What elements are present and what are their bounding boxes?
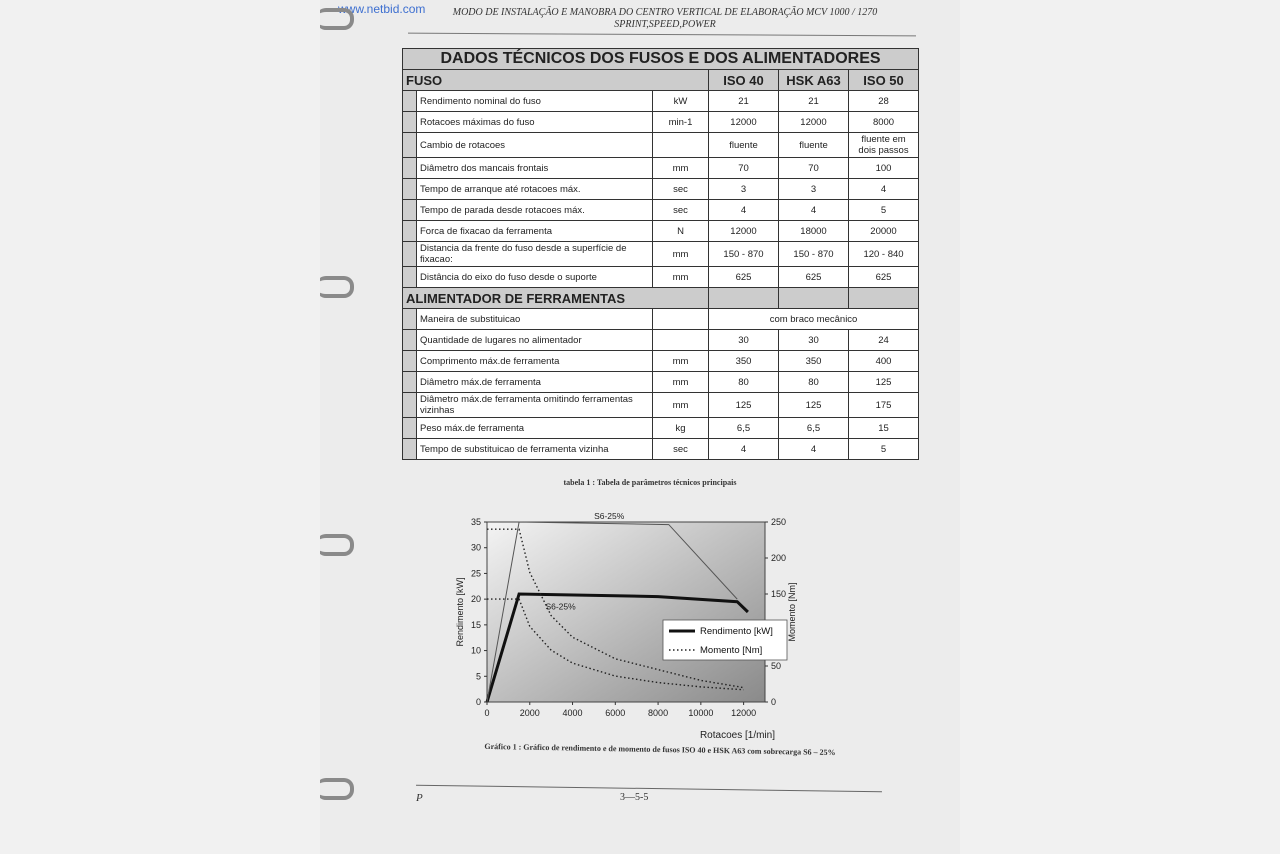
row-value: 24 xyxy=(849,330,919,351)
row-value: 3 xyxy=(709,179,779,200)
row-value: 400 xyxy=(849,351,919,372)
row-indent xyxy=(403,372,417,393)
y2-tick-label: 0 xyxy=(771,697,777,707)
chart-caption: Gráfico 1 : Gráfico de rendimento e de momento de fusos ISO 40 e HSK A63 com sobrecarga S6 – 25% xyxy=(484,741,836,758)
table-row xyxy=(403,372,919,393)
table-row xyxy=(403,221,919,242)
binder-ring xyxy=(320,534,354,556)
x-tick-label: 4000 xyxy=(562,708,583,718)
row-value: 20000 xyxy=(849,221,919,242)
row-value: 125 xyxy=(849,372,919,393)
row-label: Diâmetro dos mancais frontais xyxy=(417,158,653,179)
table-row xyxy=(403,91,919,112)
row-value: fluente xyxy=(709,133,779,158)
y-tick-label: 0 xyxy=(475,697,481,707)
row-value: 3 xyxy=(779,179,849,200)
table-row xyxy=(403,439,919,460)
y2-axis-label: Momento [Nm] xyxy=(787,582,797,642)
row-value: 120 - 840 xyxy=(849,242,919,267)
binder-ring xyxy=(320,778,354,800)
y-tick-label: 15 xyxy=(470,619,481,630)
plot-area xyxy=(487,522,765,702)
row-value: 28 xyxy=(849,91,919,112)
row-indent xyxy=(403,418,417,439)
row-value: 8000 xyxy=(849,112,919,133)
row-unit: kW xyxy=(653,91,709,112)
row-value: 4 xyxy=(779,200,849,221)
row-indent xyxy=(403,267,417,288)
y-tick-label: 25 xyxy=(470,568,481,579)
row-unit: kg xyxy=(653,418,709,439)
x-tick-label: 0 xyxy=(484,708,490,718)
row-unit: sec xyxy=(653,439,709,460)
row-value: 100 xyxy=(849,158,919,179)
document-page xyxy=(320,0,960,854)
row-label: Cambio de rotacoes xyxy=(417,133,653,158)
row-indent xyxy=(403,221,417,242)
spec-table xyxy=(402,48,919,460)
row-unit xyxy=(653,330,709,351)
y-tick-label: 20 xyxy=(470,594,481,605)
row-unit: N xyxy=(653,221,709,242)
header-line-2: SPRINT,SPEED,POWER xyxy=(614,19,716,30)
row-value: 70 xyxy=(709,158,779,179)
row-value: 80 xyxy=(709,372,779,393)
row-unit: sec xyxy=(653,200,709,221)
table-row xyxy=(403,351,919,372)
section-title-fuso: FUSO xyxy=(403,70,709,91)
row-value: 80 xyxy=(779,372,849,393)
row-indent xyxy=(403,158,417,179)
table-row xyxy=(403,112,919,133)
row-label: Maneira de substituicao xyxy=(417,309,653,330)
row-value: 5 xyxy=(849,439,919,460)
row-indent xyxy=(403,309,417,330)
row-label: Distancia da frente do fuso desde a superfície de fixacao: xyxy=(417,242,653,267)
x-tick-label: 2000 xyxy=(519,708,540,718)
y2-tick-label: 150 xyxy=(771,589,787,599)
row-label: Tempo de substituicao de ferramenta vizinha xyxy=(417,439,653,460)
row-value: 18000 xyxy=(779,221,849,242)
table-row xyxy=(403,158,919,179)
row-label: Quantidade de lugares no alimentador xyxy=(417,330,653,351)
row-indent xyxy=(403,351,417,372)
row-indent xyxy=(403,242,417,267)
row-unit: min-1 xyxy=(653,112,709,133)
row-value: 70 xyxy=(779,158,849,179)
table-row xyxy=(403,330,919,351)
x-axis-label: Rotacoes [1/min] xyxy=(699,730,775,741)
row-value: 625 xyxy=(779,267,849,288)
row-label: Distância do eixo do fuso desde o suporte xyxy=(417,267,653,288)
table-row xyxy=(403,133,919,158)
y2-tick-label: 250 xyxy=(771,517,787,527)
row-value: 150 - 870 xyxy=(709,242,779,267)
y-tick-label: 5 xyxy=(475,671,481,682)
row-unit xyxy=(653,133,709,158)
table-row xyxy=(403,242,919,267)
row-value: 150 - 870 xyxy=(779,242,849,267)
row-unit xyxy=(653,309,709,330)
y-tick-label: 35 xyxy=(470,517,481,527)
row-value: fluente xyxy=(779,133,849,158)
row-value: 4 xyxy=(709,200,779,221)
x-tick-label: 8000 xyxy=(648,708,669,718)
binder-ring xyxy=(320,276,354,298)
row-indent xyxy=(403,112,417,133)
table-title: DADOS TÉCNICOS DOS FUSOS E DOS ALIMENTADORES xyxy=(403,49,919,70)
x-tick-label: 12000 xyxy=(731,708,757,718)
table-row xyxy=(403,179,919,200)
row-value: 625 xyxy=(709,267,779,288)
row-label: Rendimento nominal do fuso xyxy=(417,91,653,112)
y2-tick-label: 200 xyxy=(771,553,787,563)
header-line-1: MODO DE INSTALAÇÃO E MANOBRA DO CENTRO VERTICAL DE ELABORAÇÃO MCV 1000 / 1270 xyxy=(452,7,878,18)
row-indent xyxy=(403,439,417,460)
row-value: 15 xyxy=(849,418,919,439)
row-value: 625 xyxy=(849,267,919,288)
row-indent xyxy=(403,393,417,418)
column-header: ISO 40 xyxy=(709,70,779,91)
row-value: 21 xyxy=(709,91,779,112)
row-value: 125 xyxy=(709,393,779,418)
annotation-label: S6-25% xyxy=(545,601,576,612)
row-label: Tempo de arranque até rotacoes máx. xyxy=(417,179,653,200)
row-value: 12000 xyxy=(709,221,779,242)
row-value: 5 xyxy=(849,200,919,221)
y2-tick-label: 50 xyxy=(771,661,782,671)
blank-cell xyxy=(849,288,919,309)
row-value: 4 xyxy=(849,179,919,200)
x-tick-label: 6000 xyxy=(605,708,626,718)
page-number: 3—5-5 xyxy=(620,792,649,803)
table-caption: tabela 1 : Tabela de parâmetros técnicos principais xyxy=(563,478,737,487)
row-value: 4 xyxy=(779,439,849,460)
row-indent xyxy=(403,91,417,112)
row-unit: mm xyxy=(653,351,709,372)
power-torque-chart xyxy=(445,500,835,760)
table-row xyxy=(403,393,919,418)
section-title-alimentador: ALIMENTADOR DE FERRAMENTAS xyxy=(403,288,709,309)
row-unit: sec xyxy=(653,179,709,200)
row-indent xyxy=(403,330,417,351)
row-value: 6,5 xyxy=(709,418,779,439)
column-header: HSK A63 xyxy=(779,70,849,91)
row-value: 350 xyxy=(779,351,849,372)
row-label: Comprimento máx.de ferramenta xyxy=(417,351,653,372)
row-label: Rotacoes máximas do fuso xyxy=(417,112,653,133)
spec-table-wrap xyxy=(402,48,918,460)
page-header xyxy=(430,7,900,31)
row-unit: mm xyxy=(653,158,709,179)
row-unit: mm xyxy=(653,372,709,393)
y-tick-label: 10 xyxy=(470,645,481,656)
column-header: ISO 50 xyxy=(849,70,919,91)
row-label: Forca de fixacao da ferramenta xyxy=(417,221,653,242)
binder-ring xyxy=(320,8,354,30)
table-row xyxy=(403,200,919,221)
blank-cell xyxy=(779,288,849,309)
footer-rule xyxy=(416,785,882,793)
legend-label: Rendimento [kW] xyxy=(700,626,773,637)
row-value: 21 xyxy=(779,91,849,112)
table-row xyxy=(403,267,919,288)
row-indent xyxy=(403,179,417,200)
row-value: 4 xyxy=(709,439,779,460)
row-unit: mm xyxy=(653,242,709,267)
y-tick-label: 30 xyxy=(470,542,481,553)
x-tick-label: 10000 xyxy=(688,708,714,718)
row-value-merged: com braco mecânico xyxy=(709,309,919,330)
watermark: www.netbid.com xyxy=(338,2,426,16)
row-label: Diâmetro máx.de ferramenta omitindo ferramentas vizinhas xyxy=(417,393,653,418)
table-row xyxy=(403,418,919,439)
row-value: 350 xyxy=(709,351,779,372)
row-value: 30 xyxy=(709,330,779,351)
row-indent xyxy=(403,200,417,221)
row-value: 6,5 xyxy=(779,418,849,439)
row-unit: mm xyxy=(653,267,709,288)
row-value: fluente em dois passos xyxy=(849,133,919,158)
legend-label: Momento [Nm] xyxy=(700,645,763,656)
row-value: 125 xyxy=(779,393,849,418)
row-label: Tempo de parada desde rotacoes máx. xyxy=(417,200,653,221)
row-label: Peso máx.de ferramenta xyxy=(417,418,653,439)
table-row xyxy=(403,309,919,330)
row-unit: mm xyxy=(653,393,709,418)
y-axis-label: Rendimento [kW] xyxy=(455,577,465,647)
row-value: 175 xyxy=(849,393,919,418)
header-rule xyxy=(408,33,916,37)
footer-left: P xyxy=(416,792,423,804)
row-indent xyxy=(403,133,417,158)
row-value: 12000 xyxy=(709,112,779,133)
blank-cell xyxy=(709,288,779,309)
annotation-label: S6-25% xyxy=(594,511,625,521)
row-value: 12000 xyxy=(779,112,849,133)
row-value: 30 xyxy=(779,330,849,351)
row-label: Diâmetro máx.de ferramenta xyxy=(417,372,653,393)
